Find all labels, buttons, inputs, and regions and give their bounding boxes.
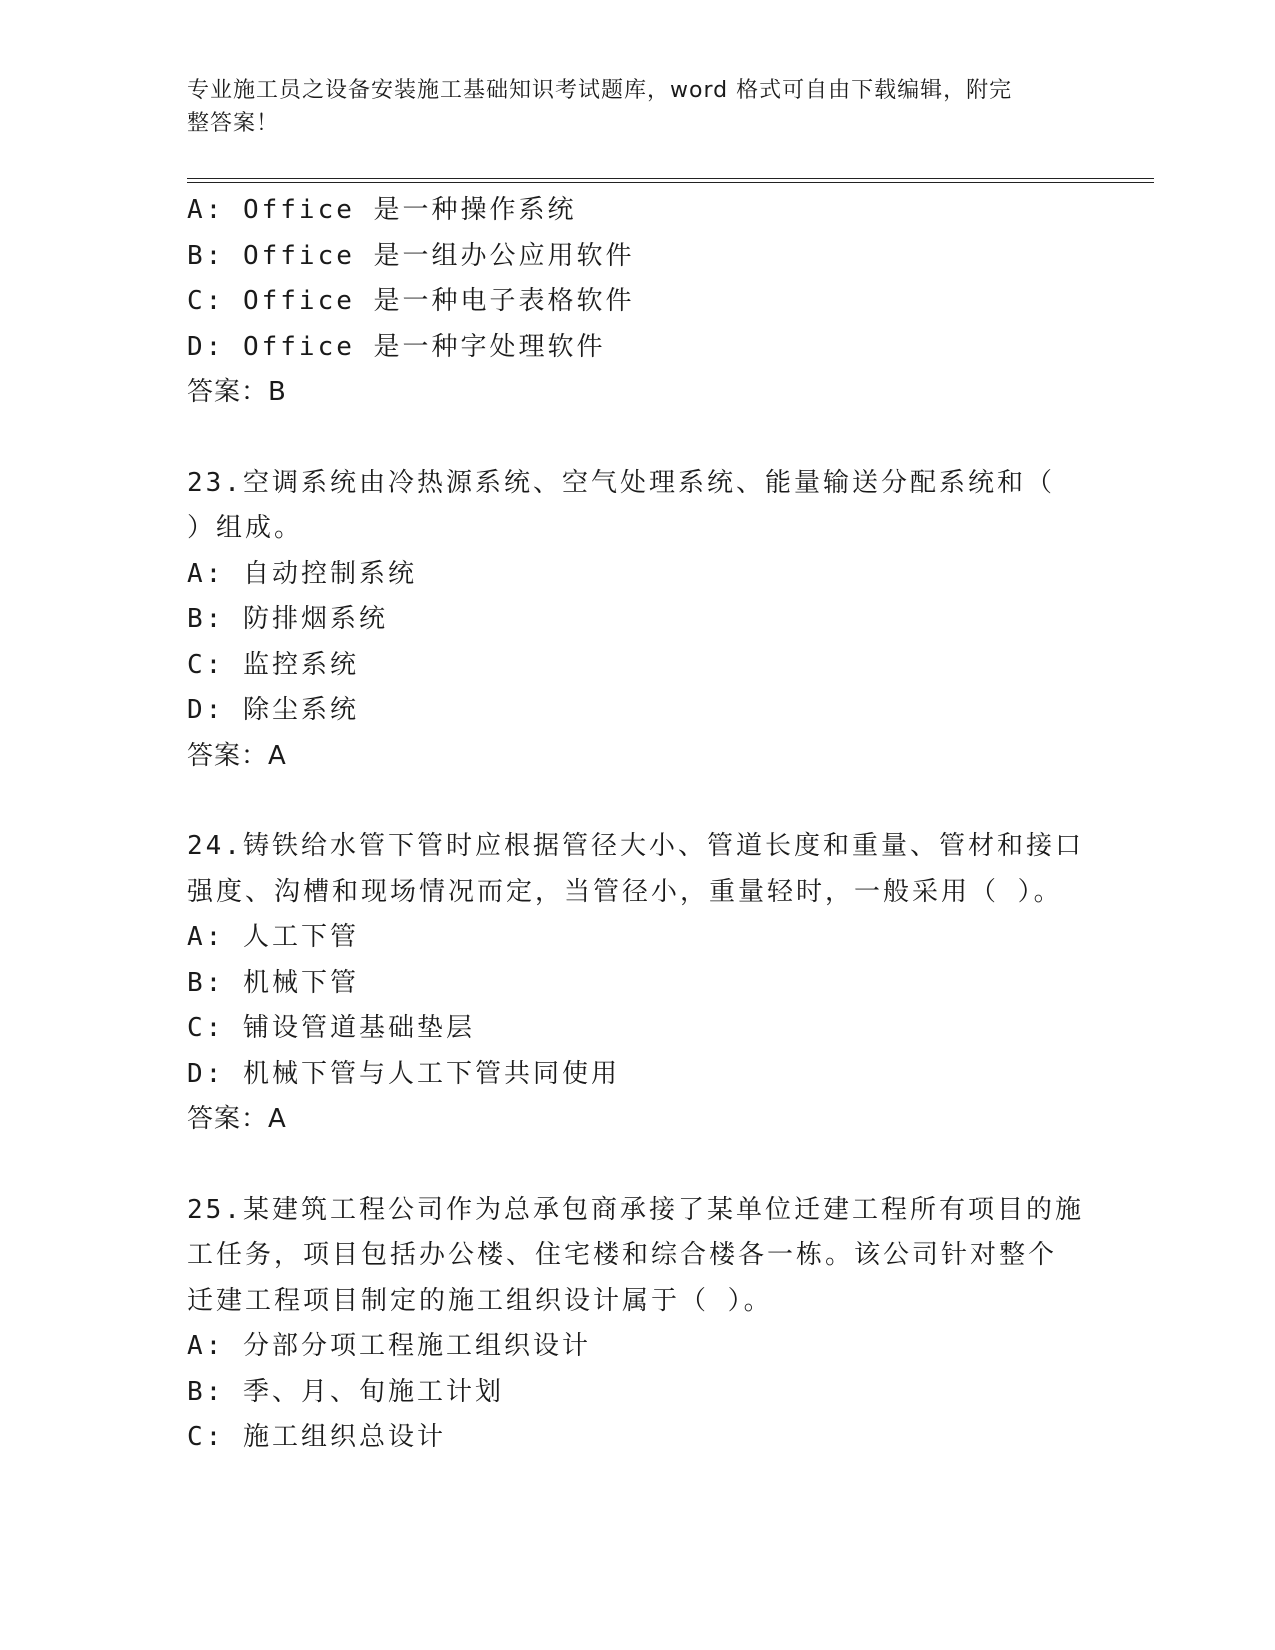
- option-d: D: 机械下管与人工下管共同使用: [187, 1058, 620, 1089]
- option-a: A: 自动控制系统: [187, 558, 417, 589]
- answer: 答案：A: [187, 1104, 287, 1134]
- question-text-line: 23.空调系统由冷热源系统、空气处理系统、能量输送分配系统和（: [187, 467, 1055, 498]
- question-text-line: 迁建工程项目制定的施工组织设计属于（ ）。: [187, 1285, 773, 1316]
- spacer: [187, 779, 1087, 824]
- spacer: [187, 1143, 1087, 1188]
- question-text-line: 25.某建筑工程公司作为总承包商承接了某单位迁建工程所有项目的施: [187, 1194, 1084, 1225]
- header-divider-bottom: [187, 182, 1154, 183]
- option-b: B: 机械下管: [187, 967, 359, 998]
- option-a: A: 人工下管: [187, 922, 359, 952]
- question-text-line: 强度、沟槽和现场情况而定，当管径小，重量轻时，一般采用（ ）。: [187, 876, 1063, 907]
- answer: 答案：A: [187, 740, 287, 771]
- option-b: B: 季、月、旬施工计划: [187, 1376, 504, 1407]
- option-d: D: Office 是一种字处理软件: [187, 331, 606, 362]
- question-text-line: 24.铸铁给水管下管时应根据管径大小、管道长度和重量、管材和接口: [187, 831, 1084, 861]
- option-c: C: 监控系统: [187, 649, 359, 680]
- question-text-line: 工任务，项目包括办公楼、住宅楼和综合楼各一栋。该公司针对整个: [187, 1240, 1058, 1270]
- option-c: C: 施工组织总设计: [187, 1422, 446, 1452]
- option-a: A: 分部分项工程施工组织设计: [187, 1331, 591, 1361]
- answer: 答案：B: [187, 377, 287, 407]
- header-line-1: 专业施工员之设备安装施工基础知识考试题库，word 格式可自由下载编辑，附完: [187, 78, 1013, 103]
- option-c: C: Office 是一种电子表格软件: [187, 286, 635, 316]
- option-d: D: 除尘系统: [187, 695, 359, 725]
- question-25: [187, 1188, 1087, 1461]
- question-22: [187, 188, 1087, 416]
- question-23: [187, 461, 1087, 780]
- question-24: [187, 824, 1087, 1143]
- header-line-2: 整答案！: [187, 111, 280, 136]
- option-b: B: 防排烟系统: [187, 604, 388, 634]
- document-header: [187, 74, 1067, 140]
- header-divider-top: [187, 178, 1154, 179]
- option-a: A: Office 是一种操作系统: [187, 195, 577, 225]
- option-b: B: Office 是一组办公应用软件: [187, 240, 635, 271]
- question-text-line: ）组成。: [187, 513, 304, 543]
- spacer: [187, 416, 1087, 461]
- question-content: [187, 188, 1087, 1461]
- option-c: C: 铺设管道基础垫层: [187, 1013, 475, 1043]
